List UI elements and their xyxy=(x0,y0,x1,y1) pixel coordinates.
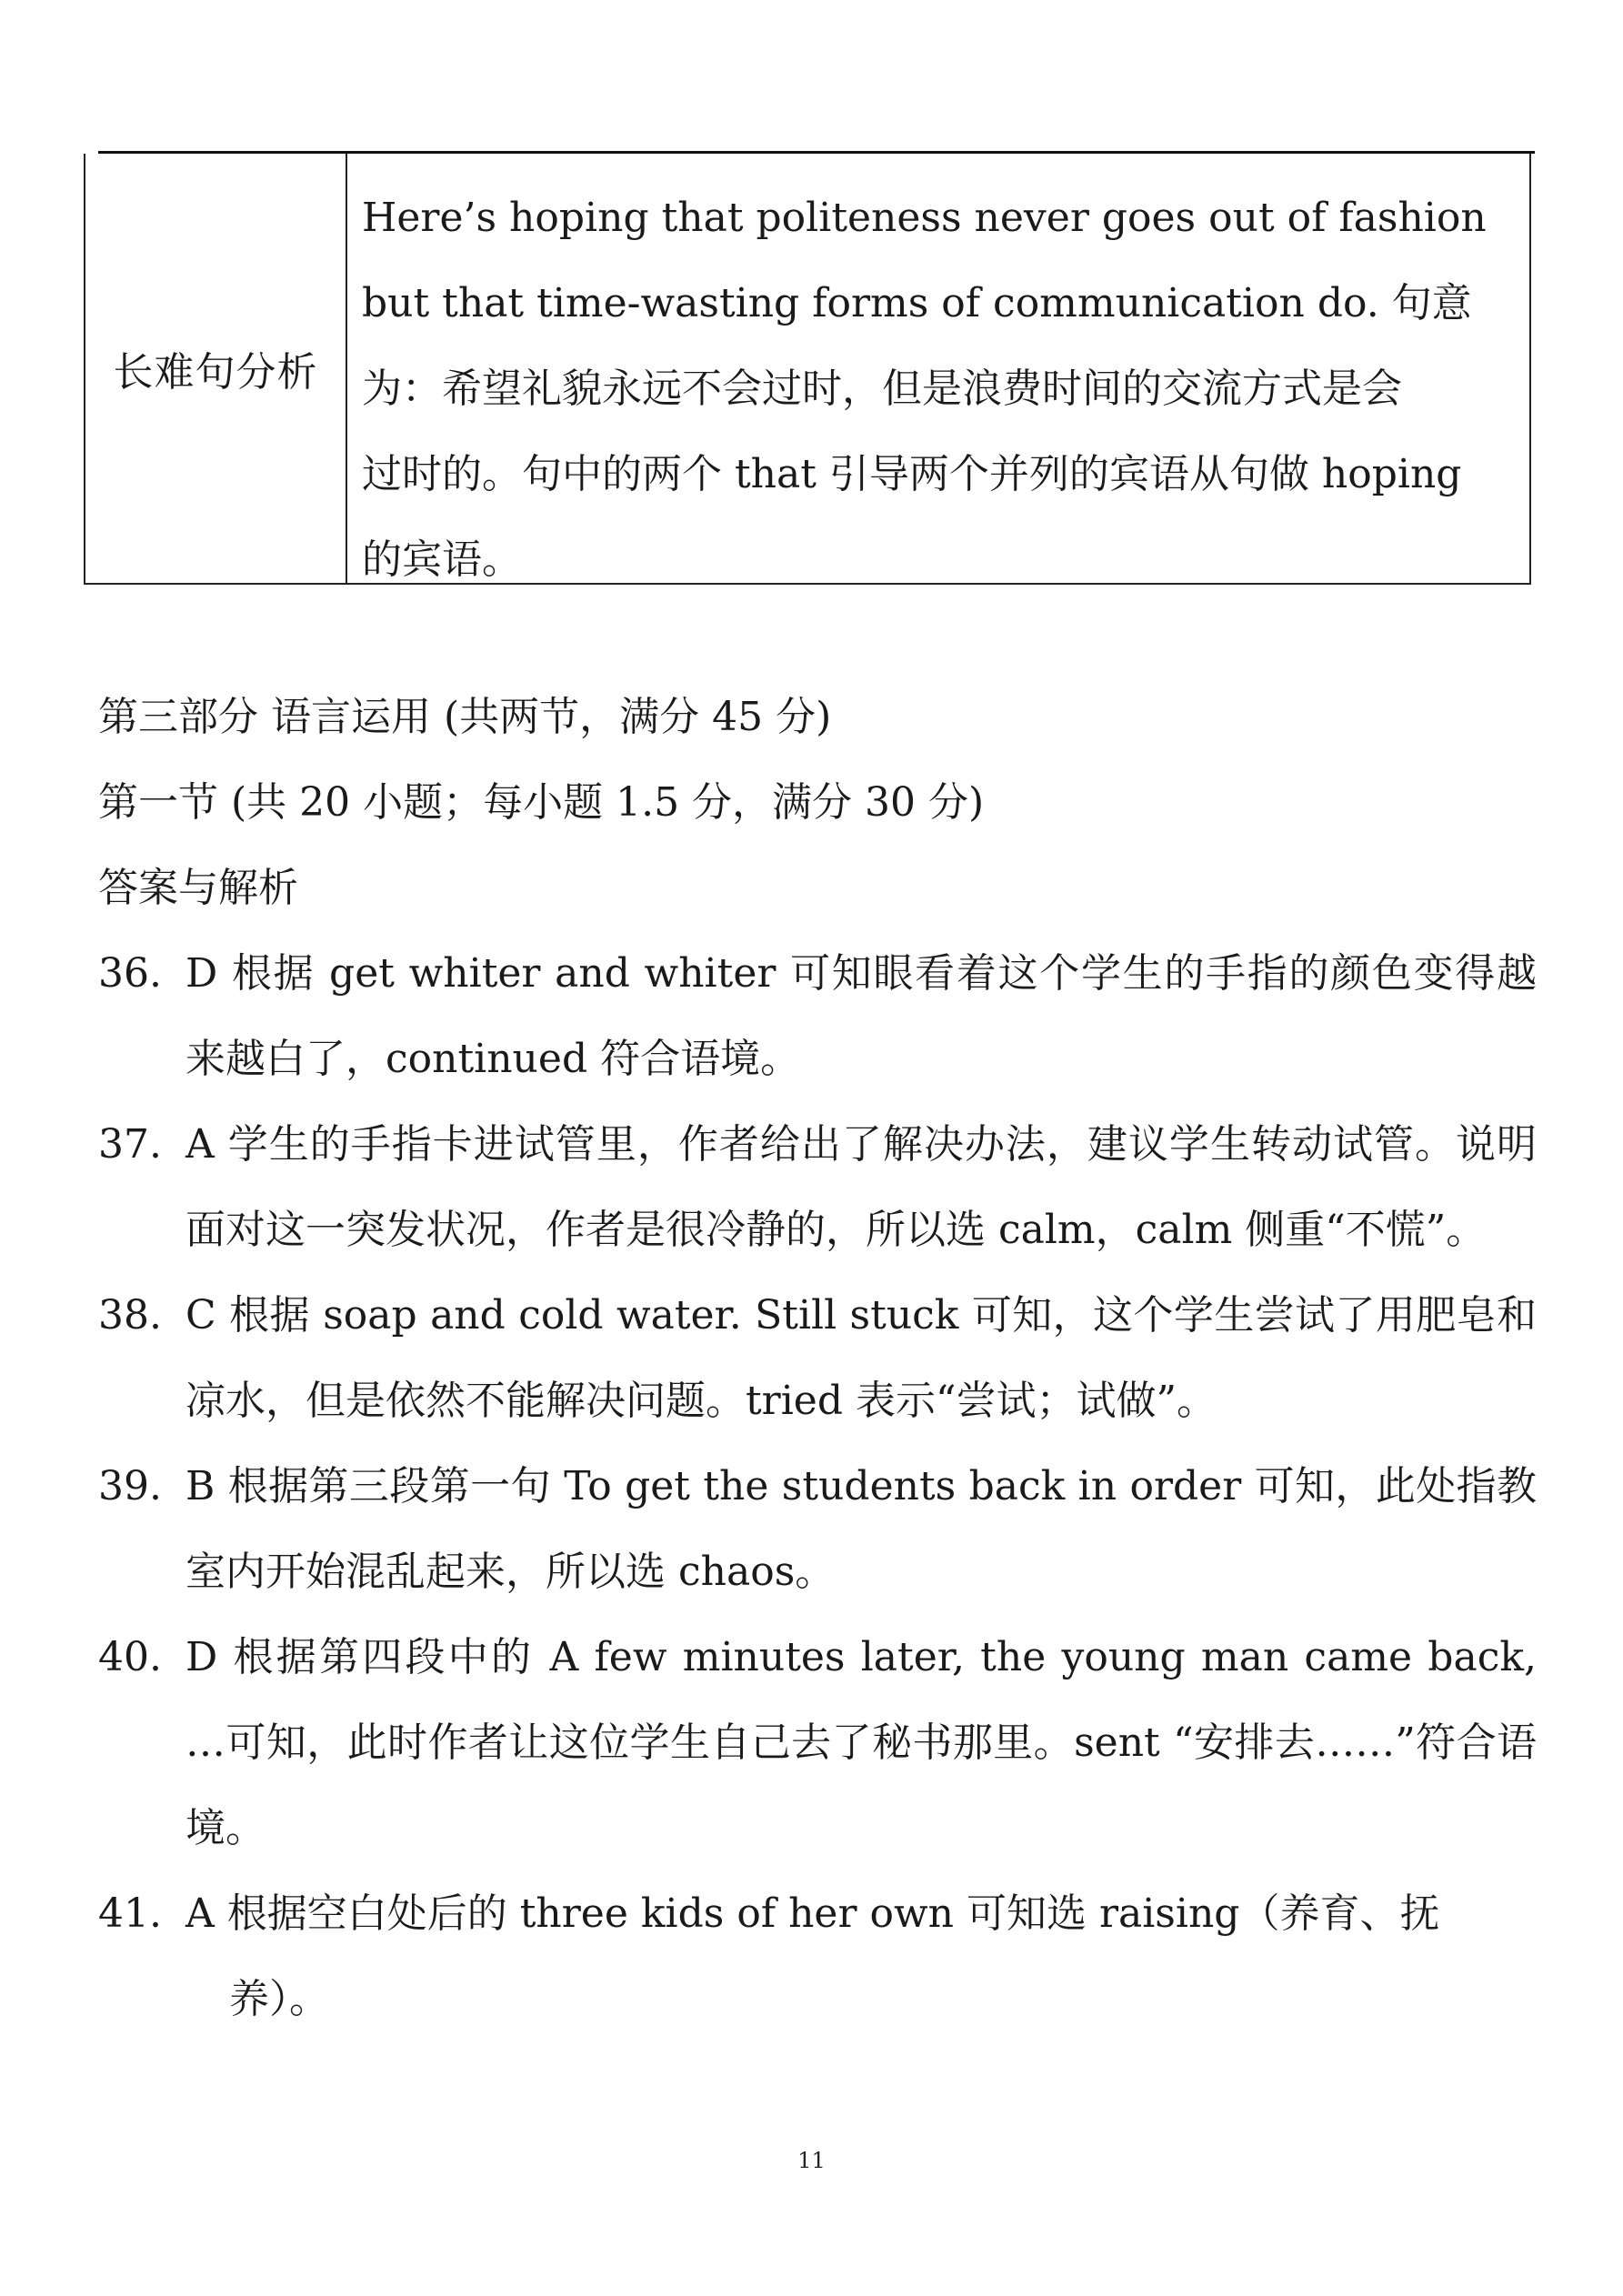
analysis-line: 的宾语。 xyxy=(362,536,522,583)
answers-heading: 答案与解析 xyxy=(98,865,298,911)
analysis-table xyxy=(84,154,1531,585)
answer-item xyxy=(98,931,1537,1102)
analysis-label: 长难句分析 xyxy=(85,154,347,583)
page-number: 11 xyxy=(797,2148,826,2173)
answer-number: 41. xyxy=(98,1890,162,1937)
answer-text: D 根据 get whiter and whiter 可知眼看着这个学生的手指的颜色变得越来越白了，continued 符合语境。 xyxy=(185,950,1537,1082)
answer-number: 39. xyxy=(98,1463,162,1509)
answer-item xyxy=(98,1273,1537,1444)
answer-number: 40. xyxy=(98,1634,162,1680)
analysis-body xyxy=(362,175,1517,603)
part-title: 第三部分 语言运用 (共两节，满分 45 分) xyxy=(98,694,832,740)
answer-text: A 根据空白处后的 three kids of her own 可知选 raising（养育、抚 xyxy=(185,1890,1440,1937)
answer-number: 36. xyxy=(98,950,162,997)
answer-item xyxy=(98,1871,1537,2042)
answer-text: B 根据第三段第一句 To get the students back in order 可知，此处指教室内开始混乱起来，所以选 chaos。 xyxy=(185,1463,1537,1595)
section-header xyxy=(98,675,1535,931)
answer-item xyxy=(98,1102,1537,1273)
answer-number: 37. xyxy=(98,1121,162,1168)
answer-item xyxy=(98,1444,1537,1615)
sub-title: 第一节 (共 20 小题；每小题 1.5 分，满分 30 分) xyxy=(98,779,985,826)
answer-text: C 根据 soap and cold water. Still stuck 可知，这个学生尝试了用肥皂和凉水，但是依然不能解决问题。tried 表示“尝试；试做”。 xyxy=(185,1292,1537,1424)
answer-text: D 根据第四段中的 A few minutes later, the young man came back, …可知，此时作者让这位学生自己去了秘书那里。sent “安排去……”符合语境。 xyxy=(185,1634,1537,1851)
analysis-line: 过时的。句中的两个 that 引导两个并列的宾语从句做 hoping xyxy=(362,451,1462,497)
answer-text-continued: 养）。 xyxy=(229,1976,329,2022)
answer-item xyxy=(98,1615,1537,1871)
answer-number: 38. xyxy=(98,1292,162,1338)
answer-text: A 学生的手指卡进试管里，作者给出了解决办法，建议学生转动试管。说明面对这一突发状况，作者是很冷静的，所以选 calm，calm 侧重“不慌”。 xyxy=(185,1121,1537,1253)
answer-list xyxy=(98,931,1537,2042)
analysis-line: but that time-wasting forms of communication do. 句意 xyxy=(362,280,1472,326)
analysis-line: Here’s hoping that politeness never goes out of fashion xyxy=(362,195,1487,241)
analysis-line: 为：希望礼貌永远不会过时，但是浪费时间的交流方式是会 xyxy=(362,366,1402,412)
